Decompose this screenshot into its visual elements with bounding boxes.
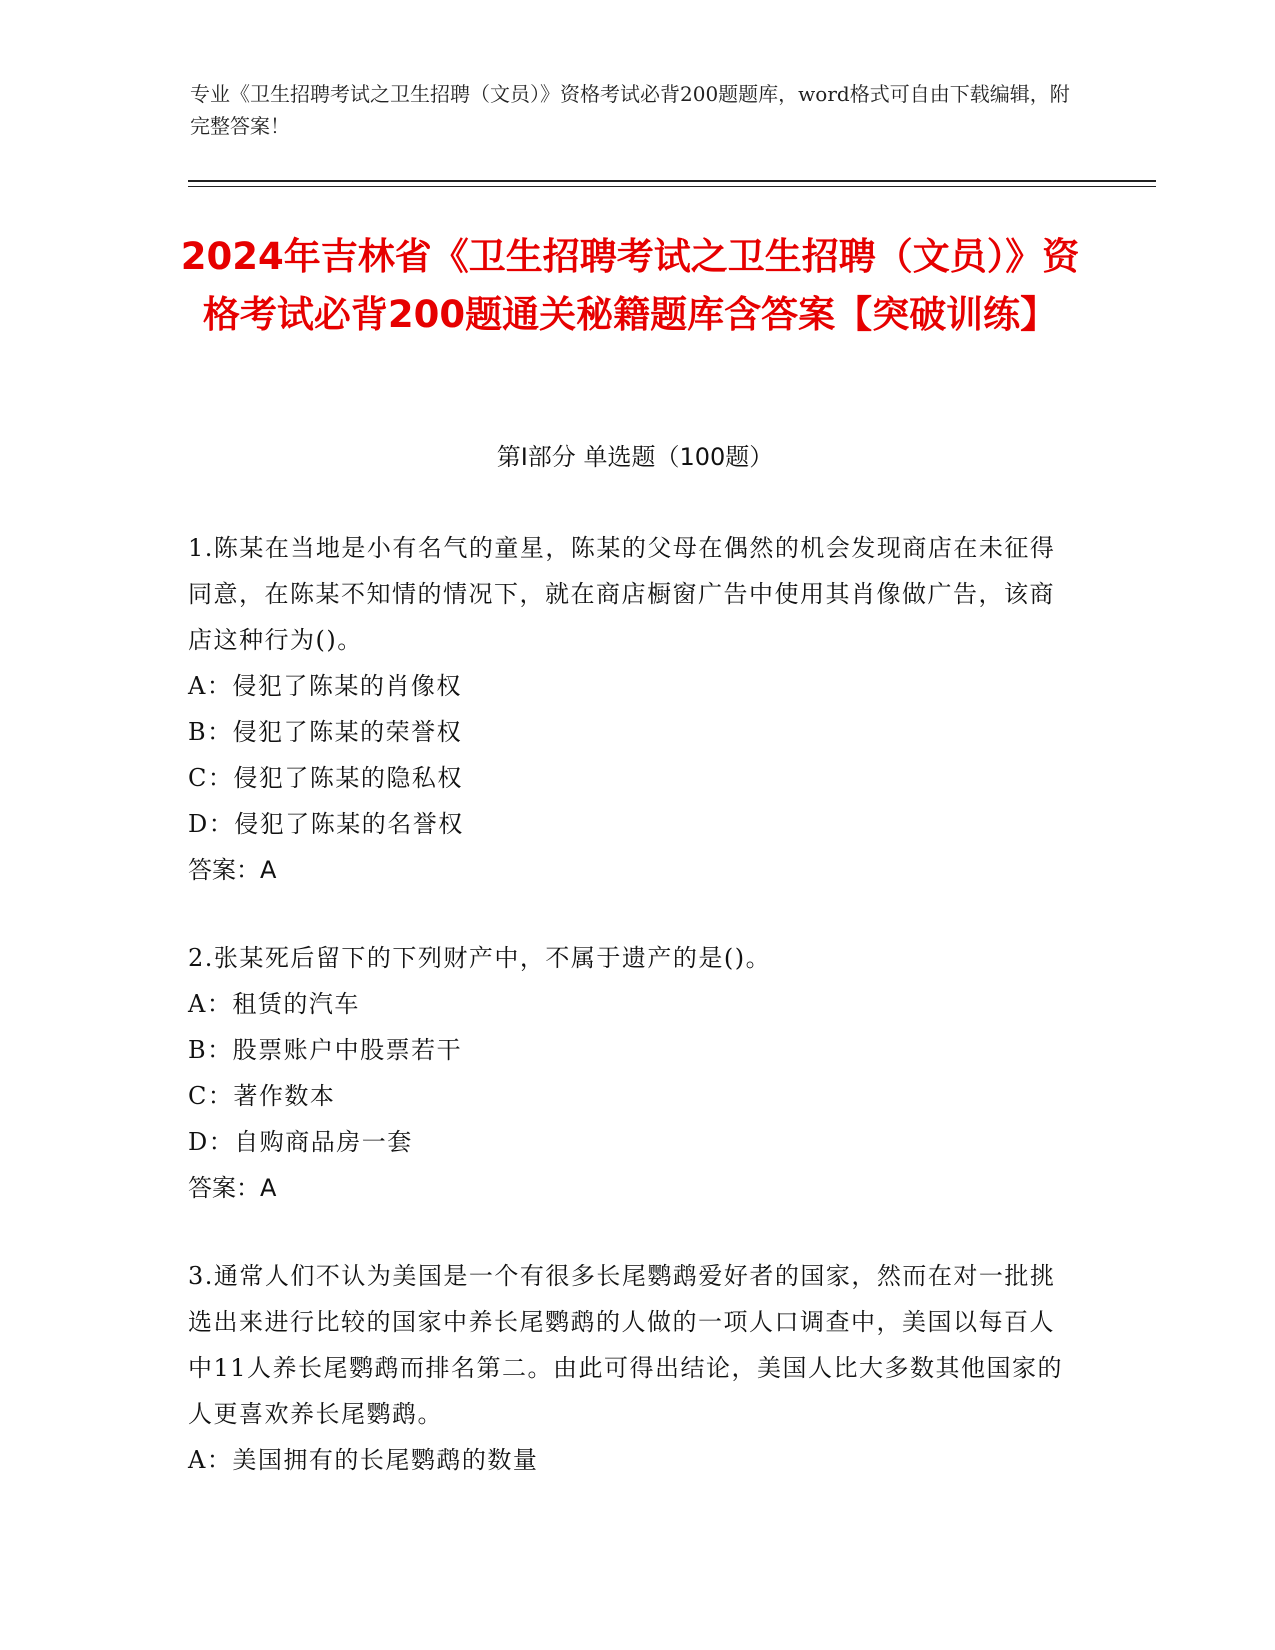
question-list	[188, 525, 1068, 1525]
question-3	[188, 1253, 1068, 1483]
option-c: C：侵犯了陈某的隐私权	[188, 764, 463, 792]
answer: 答案：A	[188, 1174, 277, 1202]
header-note: 专业《卫生招聘考试之卫生招聘（文员）》资格考试必背200题题库，word格式可自由下载编辑，附完整答案！	[190, 82, 1070, 138]
option-b: B：股票账户中股票若干	[188, 1036, 463, 1064]
question-stem: 1.陈某在当地是小有名气的童星，陈某的父母在偶然的机会发现商店在未征得同意，在陈某不知情的情况下，就在商店橱窗广告中使用其肖像做广告，该商店这种行为()。	[188, 534, 1056, 654]
question-stem: 2.张某死后留下的下列财产中，不属于遗产的是()。	[188, 944, 772, 972]
option-a: A：美国拥有的长尾鹦鹉的数量	[188, 1446, 539, 1474]
answer: 答案：A	[188, 856, 277, 884]
option-b: B：侵犯了陈某的荣誉权	[188, 718, 463, 746]
question-stem: 3.通常人们不认为美国是一个有很多长尾鹦鹉爱好者的国家，然而在对一批挑选出来进行比较的国家中养长尾鹦鹉的人做的一项人口调查中，美国以每百人中11人养长尾鹦鹉而排名第二。由此可得出结论，美国人比大多数其他国家的人更喜欢养长尾鹦鹉。	[188, 1262, 1064, 1428]
option-d: D：自购商品房一套	[188, 1128, 413, 1156]
option-a: A：侵犯了陈某的肖像权	[188, 672, 462, 700]
option-c: C：著作数本	[188, 1082, 336, 1110]
option-a: A：租赁的汽车	[188, 990, 360, 1018]
header-divider-thin	[188, 186, 1156, 187]
question-1	[188, 525, 1068, 893]
document-title: 2024年吉林省《卫生招聘考试之卫生招聘（文员）》资格考试必背200题通关秘籍题库含答案【突破训练】	[180, 235, 1080, 336]
header-divider	[188, 180, 1156, 182]
section-title: 第Ⅰ部分 单选题（100题）	[496, 443, 774, 471]
question-2	[188, 935, 1068, 1211]
option-d: D：侵犯了陈某的名誉权	[188, 810, 464, 838]
